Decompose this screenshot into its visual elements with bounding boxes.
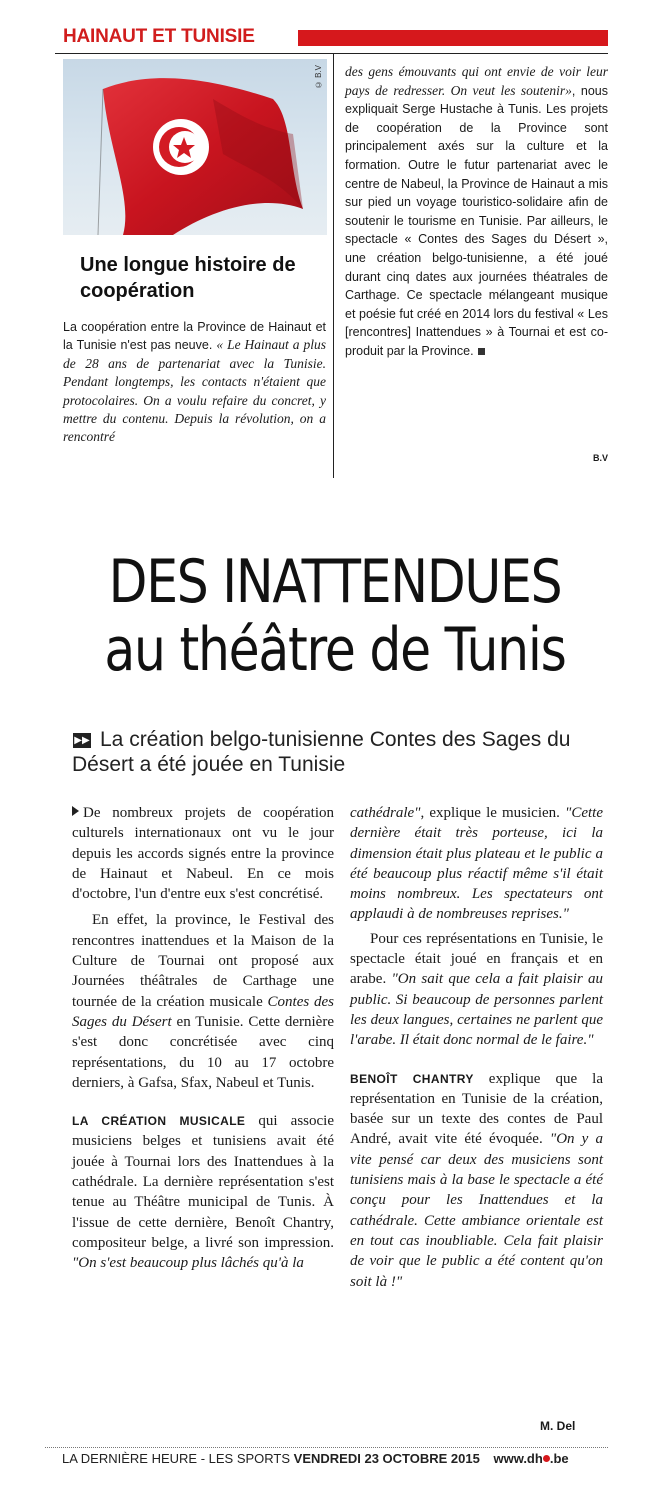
paragraph-4	[350, 803, 603, 925]
sidebar-lead-plain: La coopération entre la Province de Hainaut et la Tunisie n'est pas neuve.	[63, 320, 326, 353]
paragraph-3-kicker: LA CRÉATION MUSICALE	[72, 1114, 246, 1129]
column-divider	[333, 54, 334, 478]
paragraph-5	[350, 929, 603, 1051]
paragraph-2-text-b: en Tunisie. Cette dernière s'est donc concrétisée avec cinq représentations, du 10 au 17 octobre derniers, à Gafsa, Sfax, Nabeul et Tunis.	[72, 1013, 334, 1091]
sidebar-lead-quote: « Le Hainaut a plus de 28 ans de partenariat avec la Tunisie. Pendant longtemps, les contacts n'étaient que protocolaires. On a voulu refaire du concret, y mettre du contenu. Depuis la révolution, on a rencontré	[63, 337, 326, 445]
article-column-1	[72, 803, 334, 1274]
paragraph-6-quote: "On y a vite pensé car deux des musiciens sont tunisiens mais à la base le spectacle a été conçu pour les Inattendues et la cathédrale. Cette ambiance orientale est en tout cas inoubliable. Cela fait plaisir de voir que le public a été content qu'on soit là !"	[350, 1131, 603, 1290]
article-author: M. Del	[540, 1419, 576, 1433]
paragraph-4-quote-start: cathédrale"	[350, 805, 421, 821]
sidebar-right-quote: des gens émouvants qui ont envie de voir leur pays de redresser. On veut les soutenir»	[345, 64, 608, 98]
end-mark-icon	[478, 348, 485, 355]
footer-rule	[45, 1447, 608, 1448]
paragraph-5-quote: "On sait que cela a fait plaisir au public. Si beaucoup de personnes parlent les deux langues, certaines ne parlent que l'arabe. Il était donc normal de le faire."	[350, 971, 604, 1049]
paragraph-2-text-a: En effet, la province, le Festival des rencontres inattendues et la Maison de la Culture de Tournai ont proposé aux Journées théâtrales de Carthage une tournée de la création musicale	[72, 912, 334, 1010]
paragraph-3-quote: "On s'est beaucoup plus lâchés qu'à la	[72, 1255, 304, 1272]
paragraph-2	[72, 910, 334, 1093]
section-kicker: HAINAUT ET TUNISIE	[63, 26, 255, 47]
article-subtitle	[72, 727, 592, 777]
paragraph-6	[350, 1069, 603, 1292]
sidebar-lead	[63, 318, 326, 447]
paragraph-2-italic: Contes des Sages du Désert	[72, 993, 335, 1030]
tunisian-flag-icon	[63, 59, 327, 235]
paragraph-6-kicker: BENOÎT CHANTRY	[350, 1071, 474, 1086]
article-title-line2: au théâtre de Tunis	[104, 615, 566, 685]
article-title-line1: DES INATTENDUES	[108, 547, 562, 617]
sidebar-title: Une longue histoire de coopération	[80, 254, 296, 302]
photo-credit: © B.V	[314, 65, 323, 90]
paragraph-4-text: , explique le musicien.	[420, 805, 566, 821]
footer-site	[493, 1451, 568, 1466]
paragraph-3	[72, 1111, 334, 1273]
footer-date: VENDREDI 23 OCTOBRE 2015	[293, 1451, 480, 1466]
footer-paper-name: LA DERNIÈRE HEURE - LES SPORTS	[62, 1451, 291, 1466]
footer-site-b: .be	[549, 1451, 569, 1466]
footer-site-a: www.dh	[493, 1451, 543, 1466]
sidebar-right-text: , nous expliquait Serge Hustache à Tunis. Les projets de coopération de la Province sont principalement axés sur la culture et la formation. Outre le futur partenariat avec le centre de Nabeul, la Province de Hainaut a mis sur pied un voyage touristico-solidaire afin de soutenir le tourisme en Tunisie. Par ailleurs, le spectacle « Contes des Sages du Désert », une création belgo-tunisienne, a été joué durant cinq dates aux journées théatrales de Carthage. Ce spectacle mélangeant musique et poésie fut créé en 2014 lors du festival « Les [rencontres] Inattendues » à Tournai et est co-produit par la Province.	[345, 83, 608, 358]
header-rule	[55, 53, 608, 54]
paragraph-4-quote: "Cette dernière était très porteuse, ici la dimension était plus plateau et le public a été beaucoup plus réactif même s'il était moins nombreux. Les spectateurs ont applaudi à de nombreuses reprises."	[350, 805, 603, 923]
article-column-2	[350, 803, 603, 1292]
kicker-red-bar	[298, 30, 608, 46]
tunisian-flag-photo	[63, 59, 327, 235]
red-dot-icon	[543, 1455, 550, 1462]
paragraph-1	[72, 803, 334, 904]
paragraph-6-text: explique que la représentation en Tunisie de la création, basée sur un texte des contes de Paul André, avait vite été évoquée.	[350, 1070, 603, 1148]
paragraph-1-text: De nombreux projets de coopération culturels internationaux ont vu le jour depuis les accords signés entre la province de Hainaut et Nabeul. En ce mois d'octobre, l'un d'entre eux s'est concrétisé.	[72, 805, 334, 903]
article-subtitle-text: La création belgo-tunisienne Contes des Sages du Désert a été jouée en Tunisie	[72, 728, 571, 776]
article-title	[55, 548, 615, 684]
paragraph-5-text: Pour ces représentations en Tunisie, le spectacle était joué en français et en arabe.	[350, 930, 603, 988]
page-footer	[62, 1451, 569, 1466]
double-arrow-icon: ▶▶	[74, 735, 90, 746]
sidebar-box	[55, 18, 608, 478]
bullet-arrow-icon	[72, 806, 79, 816]
paragraph-3-text: qui associe musiciens belges et tunisiens avait été jouée à Tournai lors des Inattendues à la cathédrale. La dernière représentation s'est tenue au Théâtre municipal de Tunis. À l'issue de cette dernière, Benoît Chantry, compositeur belge, a livré son impression.	[72, 1113, 334, 1251]
sidebar-right-column	[345, 63, 608, 361]
sidebar-byline: B.V	[592, 453, 608, 463]
